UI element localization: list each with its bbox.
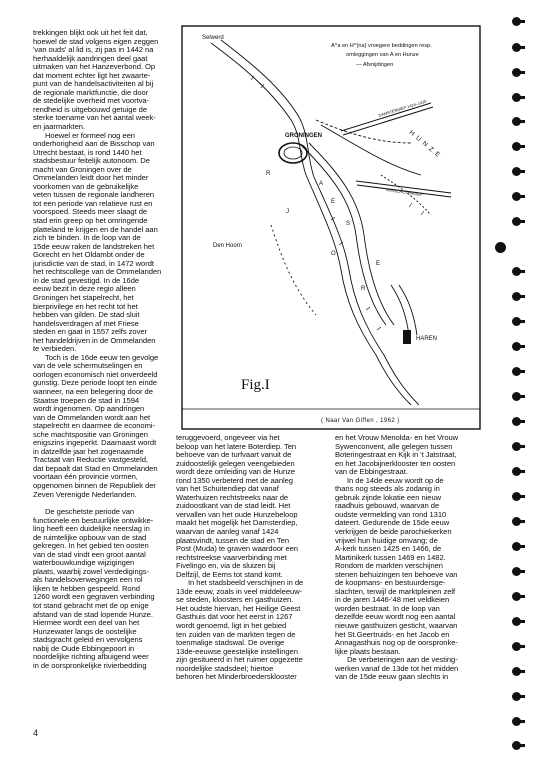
text-line: Hunzewater langs de oostelijke xyxy=(33,626,137,636)
text-column-right xyxy=(335,434,485,682)
text-line: enigszins ingeperkt. Daarnaast wordt xyxy=(33,438,157,448)
text-line: Rondom de markten verschijnen xyxy=(335,561,443,571)
text-line: voorkomen van de gebruikelijke xyxy=(33,181,139,191)
text-line: 'van ouds' al lid is, zij pas in 1442 na xyxy=(33,45,154,55)
text-line: van het Schuitendiep dat vanaf xyxy=(176,484,279,494)
text-line: macht van Groningen over de xyxy=(33,164,132,174)
svg-text:S: S xyxy=(346,221,351,227)
text-line: dezelfde eeuw wordt nog een aantal xyxy=(335,612,456,622)
text-line: stadsgracht geleid en vervolgens xyxy=(33,635,143,645)
punch-hole-tab xyxy=(519,620,525,623)
punch-hole-tab xyxy=(519,170,525,173)
map-label-hunze: H U N Z E xyxy=(407,129,442,160)
text-line: plaatsvindt, tussen de stad en Ten xyxy=(176,535,289,545)
text-line: se steden, kloosters en gasthuizen. xyxy=(176,595,294,605)
punch-hole-tab xyxy=(519,71,525,74)
text-line: zijn gesitueerd in het ruimer opgezette xyxy=(176,655,303,665)
map-legend-line-2: omleggingen van A en Hunze xyxy=(346,52,419,58)
text-line: zuidoostelijk gelegen veengebieden xyxy=(176,458,295,468)
map-label-winschoterdiep: WINSCHOTERDIEP xyxy=(385,187,423,198)
text-line: ling heeft een duidelijke neerslag in xyxy=(33,524,150,534)
text-line: uitmaken van het Hanzeverbond. Op xyxy=(33,62,156,72)
text-line: rendheid is uitgebouwd getuige de xyxy=(33,104,148,114)
text-line: raadhuis gebouwd, waarvan de xyxy=(335,501,440,511)
text-line: het St.Geertruids- en het Jacob en xyxy=(335,629,450,639)
map-legend-line-1: A^a en H^{na} vroegere beddingen resp. xyxy=(331,43,432,49)
punch-hole-tab xyxy=(519,145,525,148)
text-line: Utrecht bestaat, is rond 1440 het xyxy=(33,147,142,157)
punch-hole-tab xyxy=(519,545,525,548)
text-line: en jaarmarkten. xyxy=(33,122,86,132)
text-line: Groningen het stapelrecht, het xyxy=(33,292,134,302)
text-line: en het Jacobijnerklooster ten oosten xyxy=(335,458,456,468)
text-line: trekkingen blijkt ook uit het feit dat, xyxy=(33,28,148,37)
punch-hole-tab xyxy=(519,120,525,123)
punch-hole-tab xyxy=(519,395,525,398)
text-line: oudste vermelding van rond 1310 xyxy=(335,509,447,519)
page-number: 4 xyxy=(33,728,39,738)
text-line: opgenomen binnen de Republiek der xyxy=(33,480,156,490)
text-line: van de stad vindt een groot aantal xyxy=(33,549,146,559)
text-line: vrijwel hun huidige omvang; de xyxy=(335,535,438,545)
punch-hole-tab xyxy=(519,445,525,448)
text-line: waterbouwkundige wijzigingen xyxy=(33,558,135,568)
text-line: Boteringestraat en Kijk in 't Jatstraat, xyxy=(335,450,457,460)
punch-hole-tab xyxy=(519,195,525,198)
text-line: voortaan één provincie vormen, xyxy=(33,472,138,482)
text-line: handelsverdragen af met Friese xyxy=(33,318,139,328)
map-caption: ( Naar Van Giffen , 1962 ) xyxy=(321,418,400,424)
text-line: wordt genoemd, ligt in het gebied xyxy=(176,621,287,631)
map-label-den-hoorn: Den Hoorn xyxy=(213,243,243,249)
text-line: in de jaren 1446-'48 met veldkeien xyxy=(335,595,450,605)
text-line: veten tussen de regionale landheren xyxy=(33,190,155,200)
text-line: in de stad gevestigd. In de 16de xyxy=(33,275,140,285)
text-line: de ruimtelijke opbouw van de stad xyxy=(33,532,147,542)
text-line: hoewel de stad volgens eigen zeggen xyxy=(33,36,159,46)
text-line: noordelijke richting afbuigend weer xyxy=(33,652,149,662)
text-line: functionele en bestuurlijke ontwikke- xyxy=(33,515,154,525)
text-line: Martinikerk tussen 1469 en 1482. xyxy=(335,552,446,562)
text-line: te verbieden. xyxy=(33,344,77,354)
punch-hole-tab xyxy=(519,595,525,598)
punch-hole-tab xyxy=(519,20,525,23)
text-line: gunstig. Deze periode loopt ten einde xyxy=(33,378,157,388)
punch-hole-tab xyxy=(519,295,525,298)
text-line: Waterhuizen rechtstreeks naar de xyxy=(176,492,289,502)
punch-hole-tab xyxy=(519,744,525,747)
text-line: Hoewel er formeel nog een xyxy=(45,130,135,140)
text-line: zuidoostkant van de stad leidt. Het xyxy=(176,501,291,511)
text-line: 13de-eeuwse geestelijke instellingen xyxy=(176,646,298,656)
text-line: Post (Muda) te graven waardoor een xyxy=(176,544,298,554)
punch-hole-tab xyxy=(519,695,525,698)
punch-hole xyxy=(495,242,506,253)
text-line: de regionale marktfunctie, die door xyxy=(33,87,149,97)
svg-text:R: R xyxy=(266,171,271,177)
text-line: bierprivilege en het recht tot het xyxy=(33,301,138,311)
text-line: worden bestraat. In de loop van xyxy=(335,603,440,613)
text-line: punt van de handelsactiviteiten al bij xyxy=(33,79,154,89)
text-line: verkrijgen de beide parochiekerken xyxy=(335,527,452,537)
text-line: voorspoed. Steeds meer slaagt de xyxy=(33,207,148,217)
text-line: wanneer, na een belegering door de xyxy=(33,386,153,396)
text-line: Delfzijl, de Eems tot stand komt. xyxy=(176,569,283,579)
text-line: en het Vrouw Menolda- en het Vrouw xyxy=(335,433,459,442)
text-line: vervallen van het oude Hunzebeloop xyxy=(176,509,298,519)
text-line: nieuwe gasthuizen gesticht, waarvan xyxy=(335,621,458,631)
punch-hole-tab xyxy=(519,670,525,673)
map-label-selwerd: Selwerd xyxy=(202,35,224,41)
text-line: Gasthuis dat voor het eerst in 1267 xyxy=(176,612,293,622)
punch-hole-tab xyxy=(519,420,525,423)
text-line: Annagasthuis nog op de oorspronke- xyxy=(335,638,458,648)
text-line: ten zuiden van de markten tegen de xyxy=(176,629,296,639)
text-column-left-lower xyxy=(33,508,176,670)
text-line: De verbeteringen aan de vesting- xyxy=(347,655,458,665)
svg-text:R: R xyxy=(361,286,366,292)
text-line: stapelrecht en daarmee de economi- xyxy=(33,421,155,431)
text-line: de koopmans- en bestuurdersge- xyxy=(335,578,446,588)
text-line: slachten, terwijl de marktpleinen zelf xyxy=(335,586,456,596)
punch-hole-tab xyxy=(519,345,525,348)
text-line: rechtstreekse vaarverbinding met xyxy=(176,552,287,562)
svg-text:A: A xyxy=(319,181,324,187)
text-line: van de 15de eeuw gaan slechts in xyxy=(335,672,449,682)
text-line: eeuw bezit in deze regio alleen xyxy=(33,284,136,294)
punch-hole-tab xyxy=(519,570,525,573)
text-line: sche machtspositie van Groningen xyxy=(33,429,148,439)
text-line: onderhorigheid aan de Bisschop van xyxy=(33,139,155,149)
text-line: het rechtscollege van de Ommelanden xyxy=(33,267,162,277)
text-line: behoren het Minderbroedersklooster xyxy=(176,672,297,682)
text-line: van de Ommelanden wordt aan het xyxy=(33,412,151,422)
text-line: werken vanaf de 13de tot het midden xyxy=(335,663,459,673)
text-column-left xyxy=(33,29,176,499)
text-line: nabij de Oude Ebbingepoort in xyxy=(33,643,135,653)
map-label-damsterdiep: DAMSTERDIEP 1424–1430 xyxy=(377,98,428,118)
punch-hole-tab xyxy=(519,645,525,648)
text-line: platteland te krijgen en de handel aan xyxy=(33,224,158,234)
text-line: het handeldrijven in de Ommelanden xyxy=(33,335,156,345)
text-line: Staatse troepen de stad in 1594 xyxy=(33,395,140,405)
text-line: 1260 wordt een gegraven verbinding xyxy=(33,592,155,602)
text-line: wordt ingenomen. Op aandringen xyxy=(33,404,145,414)
punch-hole-tab xyxy=(519,220,525,223)
map-label-haren: HAREN xyxy=(416,336,438,342)
text-line: De geschetste periode van xyxy=(45,507,135,516)
river-beds xyxy=(211,40,431,405)
text-line: tot een periode van relatieve rust en xyxy=(33,198,153,208)
text-line: Sywenconvent, alle gelegen tussen xyxy=(335,441,453,451)
text-line: stadsbestuur feitelijk autonoom. De xyxy=(33,156,150,166)
text-line: tot stand gebracht met de op enige xyxy=(33,601,149,611)
text-line: In het stadsbeeld verschijnen in de xyxy=(188,578,304,588)
text-line: de stedelijke overheid met voortva- xyxy=(33,96,150,106)
haren-village-mark xyxy=(403,330,411,344)
historical-map-figure xyxy=(181,25,481,430)
text-line: lijken te hebben gespeeld. Rond xyxy=(33,583,140,593)
text-line: jurisdictie van de stad, in 1472 wordt xyxy=(33,258,154,268)
text-line: Zeven Verenigde Nederlanden. xyxy=(33,489,137,499)
punch-hole-tab xyxy=(519,520,525,523)
text-line: dat bepaalt dat Stad en Ommelanden xyxy=(33,463,158,473)
text-line: in de oorspronkelijke rivierbedding xyxy=(33,660,147,670)
punch-hole-tab xyxy=(519,96,525,99)
text-line: plaats, waarbij zowel verdedigings- xyxy=(33,566,150,576)
text-line: teruggevoerd, ongeveer via het xyxy=(176,433,280,442)
text-line: dateert. Gedurende de 15de eeuw xyxy=(335,518,450,528)
text-line: 15de eeuw raken de landstreken het xyxy=(33,241,155,251)
text-line: herhaaldelijk aandringen deel gaat xyxy=(33,53,148,63)
text-line: Toch is de 16de eeuw ten gevolge xyxy=(45,352,159,362)
text-line: toenmalige stadswal. De overige xyxy=(176,638,285,648)
punch-hole-tab xyxy=(519,46,525,49)
punch-hole-tab xyxy=(519,720,525,723)
text-line: oorlogen economisch niet onverdeeld xyxy=(33,369,158,379)
text-line: Tractaat van Reductie vastgesteld, xyxy=(33,455,148,465)
text-line: Ommelanden leidt door het minder xyxy=(33,173,149,183)
text-line: Fivelingo en, via de sluizen bij xyxy=(176,561,276,571)
text-line: waarvan de aanleg vanaf 1424 xyxy=(176,527,279,537)
text-line: afstand van de stad lopende Hunze. xyxy=(33,609,153,619)
text-line: Hiermee wordt een deel van het xyxy=(33,618,140,628)
map-label-groningen: GRONINGEN xyxy=(285,133,323,139)
map-frame xyxy=(182,26,480,429)
text-line: gekregen. In het gebied ten oosten xyxy=(33,541,149,551)
text-line: A-kerk tussen 1425 en 1466, de xyxy=(335,544,442,554)
text-line: Het oudste hiervan, het Heilige Geest xyxy=(176,603,301,613)
text-line: lijke plaats bestaan. xyxy=(335,646,401,656)
svg-text:E: E xyxy=(331,199,336,205)
punch-hole-tab xyxy=(519,320,525,323)
text-line: van de vele schermutselingen en xyxy=(33,361,143,371)
map-figure-label: Fig.I xyxy=(241,377,270,393)
text-line: sterke toename van het aantal week- xyxy=(33,113,156,123)
text-line: rond 1350 verbeterd met de aanleg xyxy=(176,475,293,485)
text-line: 13de eeuw, zoals in veel middeleeuw- xyxy=(176,586,303,596)
text-line: beloop van het latere Boterdiep. Ten xyxy=(176,441,297,451)
bank-hatching xyxy=(251,76,424,330)
groningen-city-outline xyxy=(279,143,307,163)
text-line: behoeve van de turfvaart vanuit de xyxy=(176,450,292,460)
text-line: van de Ebbingestraat. xyxy=(335,467,408,477)
text-line: In de 14de eeuw wordt op de xyxy=(347,475,444,485)
punch-hole-tab xyxy=(519,495,525,498)
text-line: dat moment echter ligt het zwaarte- xyxy=(33,70,151,80)
svg-text:J: J xyxy=(286,209,289,215)
text-line: thans nog steeds als zodanig in xyxy=(335,484,440,494)
text-line: Gorecht en het Oldambt onder de xyxy=(33,250,145,260)
text-column-middle xyxy=(176,434,325,682)
text-line: maakt het mogelijk het Damsterdiep, xyxy=(176,518,298,528)
text-line: stenen behuizingen ten behoeve van xyxy=(335,569,458,579)
map-legend-line-3: — Afsnijdingen xyxy=(356,62,394,68)
punch-hole-tab xyxy=(519,470,525,473)
text-line: gebruik zijnde lokatie een nieuw xyxy=(335,492,442,502)
text-line: in datzelfde jaar het zogenaamde xyxy=(33,446,144,456)
text-line: steden en gaat in 1557 zelfs zover xyxy=(33,327,147,337)
punch-hole-tab xyxy=(519,270,525,273)
text-line: hebben van gilden. De stad sluit xyxy=(33,310,140,320)
text-line: wordt deze omleiding van de Hunze xyxy=(176,467,296,477)
text-line: zich te binden. In de loop van de xyxy=(33,233,141,243)
text-line: als handelsoverwegingen een rol xyxy=(33,575,143,585)
svg-text:E: E xyxy=(376,261,381,267)
text-line: stad erin greep op het omringende xyxy=(33,216,148,226)
svg-text:O: O xyxy=(331,251,336,257)
text-line: noordelijke stadsdeel; hiertoe xyxy=(176,663,274,673)
punch-hole-tab xyxy=(519,370,525,373)
